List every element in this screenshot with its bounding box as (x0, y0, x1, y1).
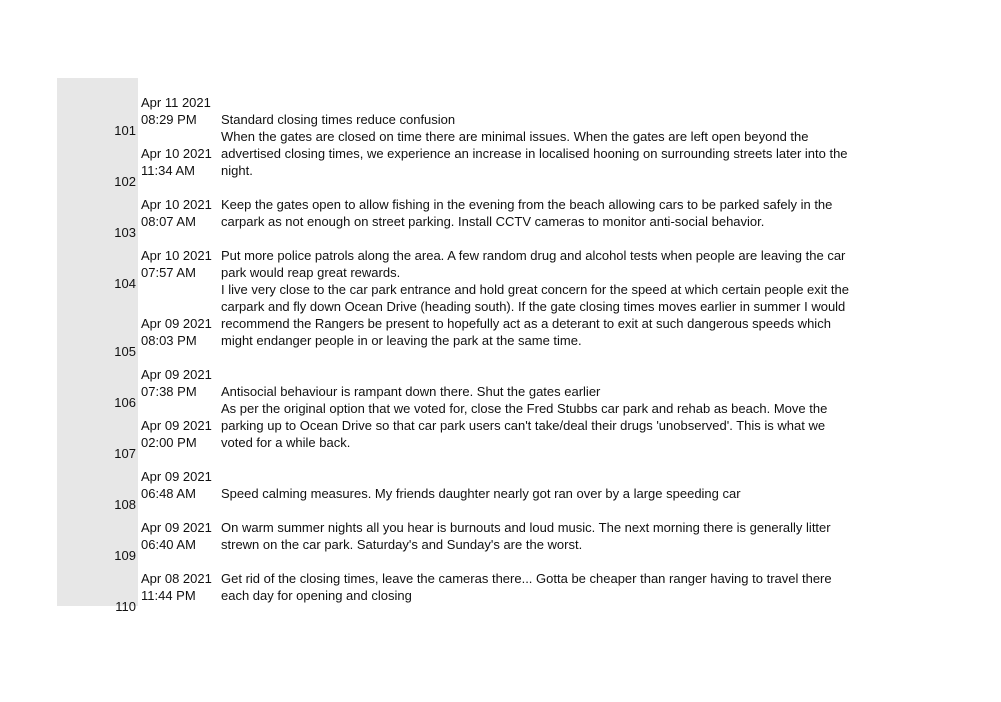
row-time: 07:57 AM (141, 265, 196, 280)
row-number: 106 (114, 394, 136, 410)
row-time: 06:48 AM (141, 486, 196, 501)
row-time: 11:34 AM (141, 163, 195, 178)
row-date: Apr 10 2021 (141, 146, 212, 161)
row-time: 08:07 AM (141, 214, 196, 229)
row-number: 104 (114, 275, 136, 291)
comment-line: parking up to Ocean Drive so that car park users can't take/deal their drugs 'unobserved'. This is what we (221, 418, 826, 433)
comment-line: night. (221, 163, 253, 178)
comment-line: When the gates are closed on time there are minimal issues. When the gates are left open beyond the (221, 129, 809, 144)
comment-line: Standard closing times reduce confusion (221, 112, 456, 127)
comment-line: each day for opening and closing (221, 588, 412, 603)
row-time: 07:38 PM (141, 384, 197, 399)
row-time: 11:44 PM (141, 588, 196, 603)
row-time: 08:29 PM (141, 112, 197, 127)
row-time: 02:00 PM (141, 435, 197, 450)
table-row (0, 400, 1001, 468)
comment-line: carpark and fly down Ocean Drive (heading south). If the gate closing times moves earlier in summer I would (221, 299, 846, 314)
row-date: Apr 09 2021 (141, 316, 212, 331)
comment-line: As per the original option that we voted for, close the Fred Stubbs car park and rehab as beach. Move the (221, 401, 828, 416)
comment-line: I live very close to the car park entrance and hold great concern for the speed at which certain people exit the (221, 282, 849, 297)
comment-line: Put more police patrols along the area. A few random drug and alcohol tests when people are leaving the car (221, 248, 846, 263)
row-date: Apr 10 2021 (141, 248, 212, 263)
comment-line: Keep the gates open to allow fishing in the evening from the beach allowing cars to be parked safely in the (221, 197, 833, 212)
row-number: 107 (114, 445, 136, 461)
row-time: 08:03 PM (141, 333, 197, 348)
comment-line: strewn on the car park. Saturday's and Sunday's are the worst. (221, 537, 583, 552)
row-number: 103 (114, 224, 136, 240)
row-date: Apr 09 2021 (141, 469, 212, 484)
comment-line: Antisocial behaviour is rampant down there. Shut the gates earlier (221, 384, 601, 399)
row-date: Apr 09 2021 (141, 367, 212, 382)
row-number: 105 (114, 343, 136, 359)
table-row (0, 196, 1001, 247)
table-row (0, 281, 1001, 366)
comment-line: Speed calming measures. My friends daughter nearly got ran over by a large speeding car (221, 486, 741, 501)
table-row (0, 468, 1001, 519)
row-date: Apr 09 2021 (141, 418, 212, 433)
table-row (0, 570, 1001, 621)
row-number: 109 (114, 547, 136, 563)
row-time: 06:40 AM (141, 537, 196, 552)
comment-line: park would reap great rewards. (221, 265, 401, 280)
row-number: 101 (114, 122, 136, 138)
row-number: 102 (114, 173, 136, 189)
comment-line: carpark as not enough on street parking. Install CCTV cameras to monitor anti-social behavior. (221, 214, 765, 229)
comment-line: Get rid of the closing times, leave the cameras there... Gotta be cheaper than ranger having to travel there (221, 571, 832, 586)
row-date: Apr 09 2021 (141, 520, 212, 535)
row-number: 108 (114, 496, 136, 512)
comment-line: On warm summer nights all you hear is burnouts and loud music. The next morning there is generally litter (221, 520, 831, 535)
row-date: Apr 11 2021 (141, 95, 211, 110)
comment-line: voted for a while back. (221, 435, 351, 450)
row-number: 110 (115, 598, 136, 614)
table-row (0, 519, 1001, 570)
table-row (0, 128, 1001, 196)
comment-line: recommend the Rangers be present to hopefully act as a deterant to exit at such dangerous speeds which (221, 316, 831, 331)
comment-line: advertised closing times, we experience an increase in localised hooning on surrounding streets later into the (221, 146, 848, 161)
row-date: Apr 10 2021 (141, 197, 212, 212)
comment-line: might endanger people in or leaving the park at the same time. (221, 333, 582, 348)
row-date: Apr 08 2021 (141, 571, 212, 586)
